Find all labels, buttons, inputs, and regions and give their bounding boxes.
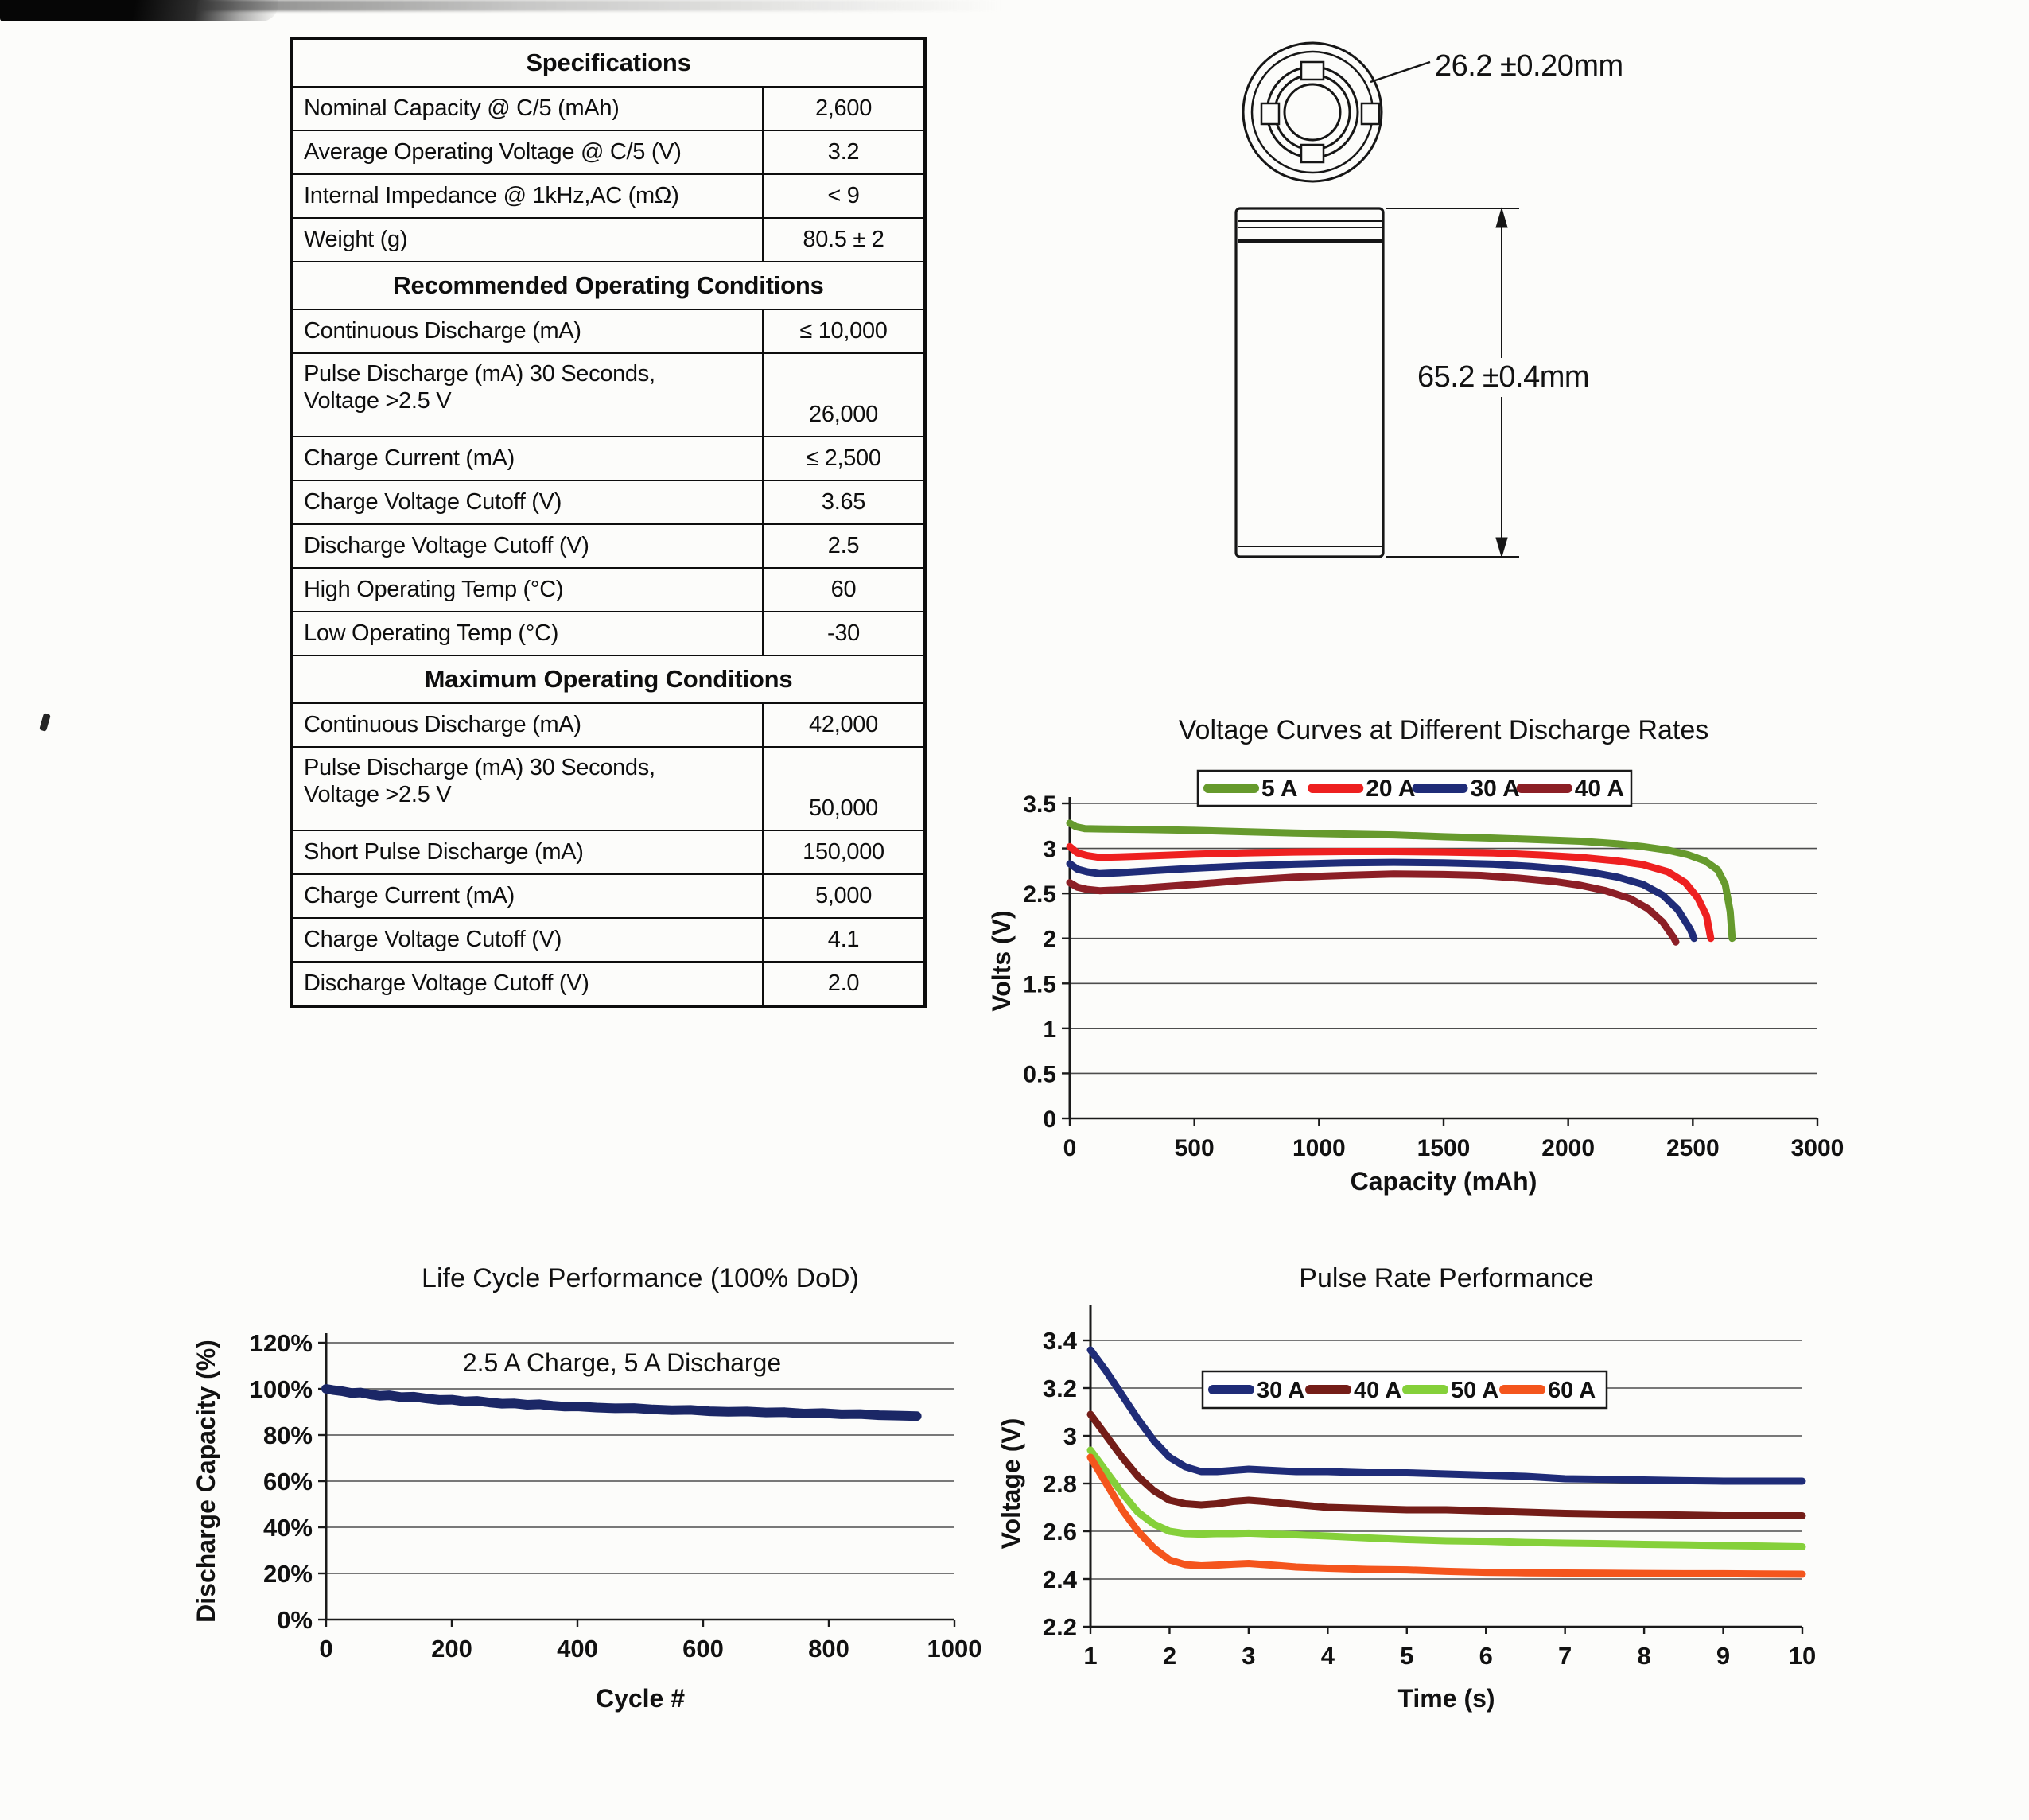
chart-canvas — [986, 1257, 1893, 1734]
x-tick-label: 600 — [682, 1635, 724, 1662]
spec-value: 60 — [763, 568, 925, 612]
chart-title: Voltage Curves at Different Discharge Rates — [1178, 715, 1709, 745]
battery-side-view-icon — [1236, 208, 1383, 557]
y-tick-label: 0.5 — [1023, 1061, 1056, 1088]
chart-title: Life Cycle Performance (100% DoD) — [422, 1263, 859, 1293]
table-row — [292, 874, 925, 918]
y-axis-title: Volts (V) — [987, 910, 1016, 1012]
legend-label: 40 A — [1574, 776, 1625, 802]
spec-label: High Operating Temp (°C) — [292, 568, 763, 612]
spec-label: Low Operating Temp (°C) — [292, 612, 763, 655]
legend-label: 20 A — [1366, 776, 1416, 802]
table-row — [292, 309, 925, 353]
spec-value: ≤ 10,000 — [763, 309, 925, 353]
legend-label: 30 A — [1470, 776, 1520, 802]
chart-lifecycle — [135, 1257, 1026, 1734]
legend — [1203, 1371, 1607, 1408]
y-tick-label: 120% — [249, 1329, 313, 1357]
x-tick-label: 200 — [431, 1635, 472, 1662]
x-tick-label: 800 — [808, 1635, 849, 1662]
legend-label: 60 A — [1548, 1378, 1596, 1403]
x-axis-title: Capacity (mAh) — [1350, 1167, 1537, 1196]
spec-label: Charge Current (mA) — [292, 437, 763, 480]
x-tick-label: 0 — [1063, 1135, 1077, 1161]
spec-label: Short Pulse Discharge (mA) — [292, 830, 763, 874]
y-tick-label: 3.5 — [1023, 791, 1056, 818]
table-row — [292, 130, 925, 174]
scan-artifact-mark — [39, 713, 51, 732]
table-row — [292, 747, 925, 830]
y-tick-label: 2 — [1043, 926, 1056, 953]
spec-table — [290, 37, 927, 1008]
y-axis-title: Discharge Capacity (%) — [192, 1340, 220, 1623]
legend-label: 30 A — [1257, 1378, 1305, 1403]
table-section-header-row — [292, 655, 925, 703]
chart-pulse — [986, 1257, 1893, 1734]
x-tick-label: 3000 — [1790, 1135, 1844, 1161]
spec-value: 3.65 — [763, 480, 925, 524]
y-tick-label: 3 — [1063, 1422, 1077, 1450]
spec-label: Charge Voltage Cutoff (V) — [292, 480, 763, 524]
y-tick-label: 2.5 — [1023, 881, 1056, 908]
spec-label: Discharge Voltage Cutoff (V) — [292, 524, 763, 568]
spec-label: Nominal Capacity @ C/5 (mAh) — [292, 87, 763, 130]
table-row — [292, 353, 925, 437]
table-section-header: Maximum Operating Conditions — [292, 655, 925, 703]
x-tick-label: 1000 — [927, 1635, 982, 1662]
spec-label: Internal Impedance @ 1kHz,AC (mΩ) — [292, 174, 763, 218]
spec-value: 3.2 — [763, 130, 925, 174]
height-dimension-label: 65.2 ±0.4mm — [1417, 358, 1588, 397]
chart-annotation: 2.5 A Charge, 5 A Discharge — [462, 1348, 782, 1377]
table-row — [292, 962, 925, 1006]
y-tick-label: 2.8 — [1042, 1470, 1077, 1498]
series-line — [1090, 1414, 1802, 1516]
x-axis-title: Time (s) — [1397, 1684, 1495, 1713]
spec-value: 2.5 — [763, 524, 925, 568]
legend-label: 50 A — [1451, 1378, 1499, 1403]
spec-value: 50,000 — [763, 747, 925, 830]
spec-value: 80.5 ± 2 — [763, 218, 925, 262]
spec-label: Discharge Voltage Cutoff (V) — [292, 962, 763, 1006]
battery-diagram-drawing — [1177, 24, 1782, 581]
y-tick-label: 100% — [249, 1375, 313, 1403]
x-tick-label: 2000 — [1541, 1135, 1596, 1161]
table-row — [292, 918, 925, 962]
x-tick-label: 500 — [1174, 1135, 1215, 1161]
y-tick-label: 2.2 — [1042, 1613, 1077, 1641]
table-section-header: Specifications — [292, 38, 925, 87]
x-tick-label: 4 — [1320, 1642, 1335, 1670]
spec-label: Average Operating Voltage @ C/5 (V) — [292, 130, 763, 174]
y-tick-label: 3.2 — [1042, 1375, 1077, 1402]
y-tick-label: 3.4 — [1042, 1327, 1077, 1355]
x-tick-label: 5 — [1400, 1642, 1414, 1670]
legend — [1198, 771, 1631, 806]
series-line — [1090, 1450, 1802, 1547]
spec-table-body — [292, 38, 925, 1006]
series-line — [1090, 1350, 1802, 1481]
spec-value: 5,000 — [763, 874, 925, 918]
chart-canvas — [986, 712, 1893, 1213]
table-section-header: Recommended Operating Conditions — [292, 262, 925, 309]
table-row — [292, 437, 925, 480]
spec-value: 4.1 — [763, 918, 925, 962]
x-tick-label: 2500 — [1666, 1135, 1720, 1161]
x-tick-label: 0 — [319, 1635, 333, 1662]
x-tick-label: 3 — [1242, 1642, 1256, 1670]
x-tick-label: 1 — [1083, 1642, 1098, 1670]
spec-value: -30 — [763, 612, 925, 655]
x-tick-label: 400 — [557, 1635, 598, 1662]
diameter-dimension-label: 26.2 ±0.20mm — [1435, 49, 1623, 83]
series-line — [326, 1389, 917, 1416]
battery-top-view-icon — [1243, 43, 1382, 181]
y-axis-title: Voltage (V) — [997, 1418, 1025, 1550]
table-row — [292, 480, 925, 524]
table-row — [292, 524, 925, 568]
series-line — [1070, 874, 1676, 942]
spec-value: < 9 — [763, 174, 925, 218]
scan-artifact-band — [199, 0, 1002, 11]
table-row — [292, 568, 925, 612]
spec-value: 42,000 — [763, 703, 925, 747]
x-axis-title: Cycle # — [595, 1684, 686, 1713]
chart-title: Pulse Rate Performance — [1299, 1263, 1594, 1293]
x-tick-label: 1000 — [1292, 1135, 1346, 1161]
y-tick-label: 20% — [262, 1560, 313, 1588]
y-tick-label: 3 — [1043, 836, 1056, 863]
x-tick-label: 9 — [1716, 1642, 1731, 1670]
spec-value: ≤ 2,500 — [763, 437, 925, 480]
battery-dimension-diagram — [1177, 24, 1782, 581]
x-tick-label: 2 — [1162, 1642, 1177, 1670]
table-row — [292, 830, 925, 874]
spec-label: Pulse Discharge (mA) 30 Seconds, Voltage >2.5 V — [292, 353, 763, 437]
y-tick-label: 2.4 — [1042, 1565, 1077, 1593]
y-tick-label: 40% — [262, 1514, 313, 1542]
spec-value: 150,000 — [763, 830, 925, 874]
legend-label: 5 A — [1261, 776, 1298, 802]
x-tick-label: 6 — [1479, 1642, 1493, 1670]
diameter-leader-line — [1370, 62, 1430, 82]
spec-label: Pulse Discharge (mA) 30 Seconds, Voltage >2.5 V — [292, 747, 763, 830]
x-tick-label: 1500 — [1417, 1135, 1471, 1161]
y-tick-label: 1 — [1043, 1016, 1056, 1043]
x-tick-label: 7 — [1558, 1642, 1572, 1670]
x-tick-label: 10 — [1788, 1642, 1817, 1670]
y-tick-label: 0 — [1043, 1106, 1056, 1133]
table-row — [292, 703, 925, 747]
table-row — [292, 612, 925, 655]
chart-canvas — [135, 1257, 1026, 1734]
table-section-header-row — [292, 38, 925, 87]
legend-label: 40 A — [1354, 1378, 1402, 1403]
x-tick-label: 8 — [1637, 1642, 1651, 1670]
y-tick-label: 80% — [262, 1421, 313, 1449]
spec-label: Charge Voltage Cutoff (V) — [292, 918, 763, 962]
y-tick-label: 2.6 — [1042, 1518, 1077, 1546]
table-row — [292, 174, 925, 218]
y-tick-label: 0% — [277, 1606, 313, 1634]
spec-value: 26,000 — [763, 353, 925, 437]
spec-label: Continuous Discharge (mA) — [292, 703, 763, 747]
y-tick-label: 60% — [262, 1468, 313, 1495]
spec-label: Continuous Discharge (mA) — [292, 309, 763, 353]
spec-label: Weight (g) — [292, 218, 763, 262]
spec-value: 2.0 — [763, 962, 925, 1006]
table-section-header-row — [292, 262, 925, 309]
spec-label: Charge Current (mA) — [292, 874, 763, 918]
chart-voltage — [986, 712, 1893, 1213]
table-row — [292, 87, 925, 130]
spec-value: 2,600 — [763, 87, 925, 130]
y-tick-label: 1.5 — [1023, 971, 1056, 998]
table-row — [292, 218, 925, 262]
